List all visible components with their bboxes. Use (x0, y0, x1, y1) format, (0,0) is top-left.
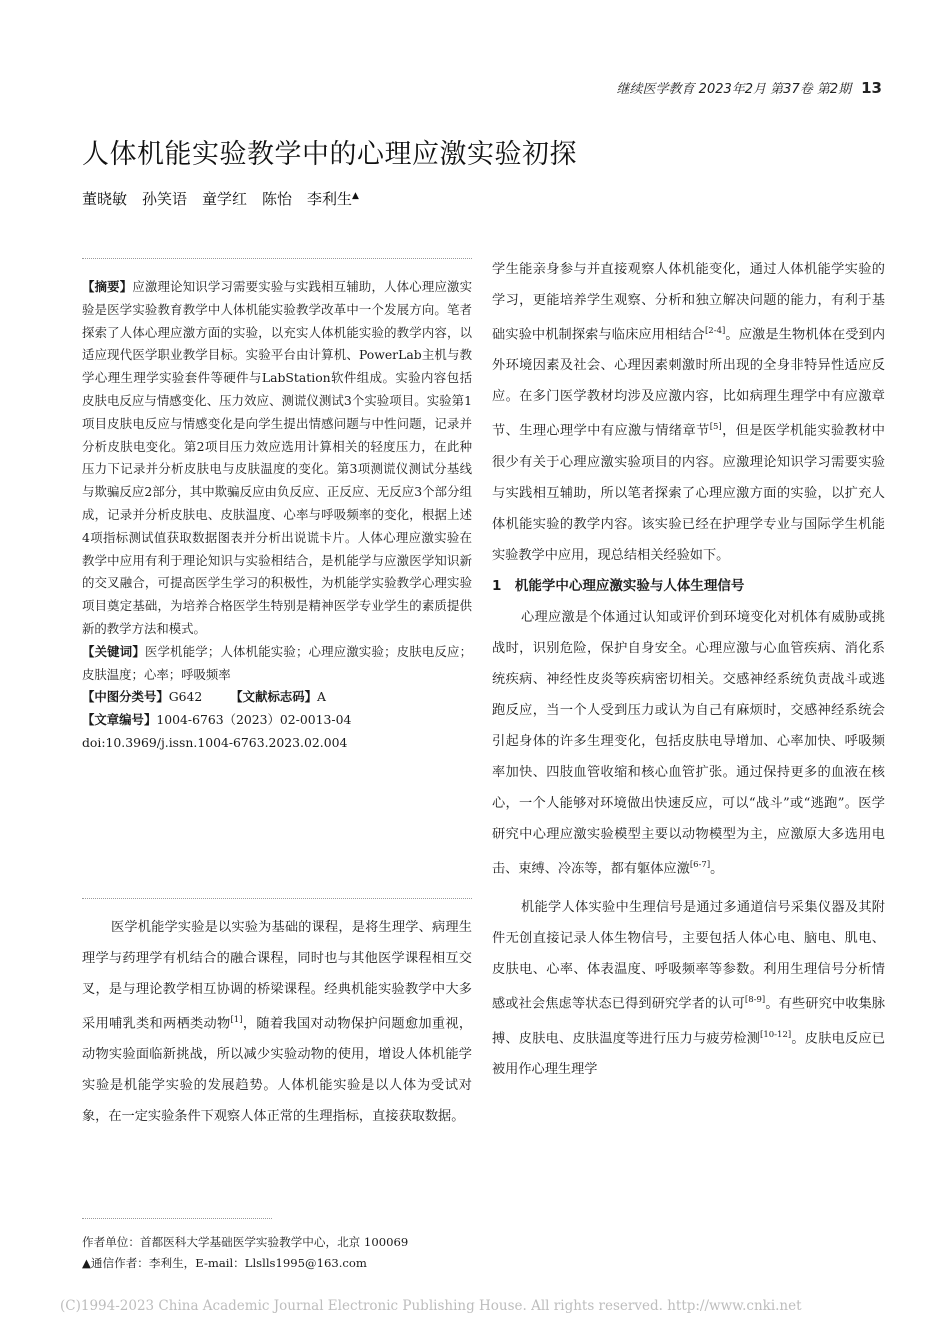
article-no-value: 1004-6763（2023）02-0013-04 (156, 712, 352, 728)
text-run: 机能学人体实验中生理信号是通过多通道信号采集仪器及其附件无创直接记录人体生物信号，主要包括人体心电、脑电、肌电、皮肤电、心率、体表温度、呼吸频率等参数。利用生理信号分析情感或社会焦虑等状态已得到研究学者的认可 (492, 900, 885, 1012)
page-number: 13 (861, 79, 882, 97)
body-paragraph (492, 892, 885, 1085)
abstract-text: 应激理论知识学习需要实验与实践相互辅助，人体心理应激实验是医学实验教育教学中人体机能实验教学改革中一个发展方向。笔者探索了人体心理应激方面的实验，以充实人体机能实验的教学内容，以适应现代医学职业教学目标。实验平台由计算机、PowerLab主机与教学心理生理学实验套件等硬件与LabStation软件组成。实验内容包括皮肤电反应与情感变化、压力效应、测谎仪测试3个实验项目。实验第1项目皮肤电反应与情感变化是向学生提出情感问题与中性问题，记录并分析皮肤电变化。第2项目压力效应选用计算相关的轻度压力，在此种压力下记录并分析皮肤电与皮肤温度的变化。第3项测谎仪测试分基线与欺骗反应2部分，其中欺骗反应由负反应、正反应、无反应3个部分组成，记录并分析皮肤电、皮肤温度、心率与呼吸频率的变化，根据上述4项指标测试值获取数据图表并分析出说谎卡片。人体心理应激实验在教学中应用有利于理论知识与实验相结合，是机能学与应激医学知识新的交叉融合，可提高医学生学习的积极性，为机能学实验教学心理实验项目奠定基础，为培养合格医学生特别是精神医学专业学生的素质提供新的教学方法和模式。 (82, 279, 473, 636)
abstract-block (82, 276, 472, 755)
running-header (617, 78, 882, 97)
text-run: 心理应激是个体通过认知或评价到环境变化对机体有威胁或挑战时，识别危险，保护自身安全。心理应激与心血管疾病、消化系统疾病、神经性皮炎等疾病密切相关。交感神经系统负责战斗或逃跑反应，当一个人受到压力或认为自己有麻烦时，交感神经系统会引起身体的许多生理变化，包括皮肤电导增加、心率加快、呼吸频率加快、四肢血管收缩和核心血管扩张。通过保持更多的血液在核心，一个人能够对环境做出快速反应，可以“战斗”或“逃跑”。医学研究中心理应激实验模型主要以动物模型为主，应激原大多选用电击、束缚、冷冻等，都有躯体应激 (492, 609, 885, 877)
footnote-block (82, 1232, 477, 1274)
text-run: 学生能亲身参与并直接观察人体机能变化，通过人体机能学实验的学习，更能培养学生观察、分析和独立解决问题的能力，有利于基础实验中机制探索与临床应用相结合 (492, 262, 885, 343)
body-paragraph (492, 254, 885, 571)
citation: [2-4] (704, 326, 726, 336)
corresponding-note: ▲通信作者：李利生，E-mail：Llslls1995@163.com (82, 1256, 367, 1270)
citation: [10-12] (760, 1029, 792, 1040)
classification-line (82, 686, 472, 709)
text-run: ，随着我国对动物保护问题愈加重视，动物实验面临新挑战，所以减少实验动物的使用，增设人体机能学实验是机能学实验的发展趋势。人体机能实验是以人体为受试对象，在一定实验条件下观察人体正常的生理指标，直接获取数据。 (82, 1016, 473, 1125)
text-run: 。 (710, 861, 724, 877)
author-list (82, 188, 359, 209)
left-body-column (82, 912, 472, 1132)
corresponding-mark: ▲ (352, 191, 359, 201)
article-number-line (82, 709, 472, 732)
body-paragraph (82, 912, 472, 1132)
abstract-paragraph (82, 276, 472, 641)
text-run: 。皮肤电反应已被用作心理生理学 (492, 1030, 886, 1077)
doc-code-label: 【文献标志码】 (230, 689, 318, 705)
clc-label: 【中图分类号】 (82, 689, 169, 705)
keywords-label: 【关键词】 (82, 643, 145, 659)
citation: [5] (709, 422, 722, 433)
body-paragraph (492, 602, 885, 884)
affiliation-note: 作者单位：首都医科大学基础医学实验教学中心，北京 100069 (82, 1235, 409, 1249)
keywords-line (82, 641, 472, 687)
journal-info: 继续医学教育 2023年2月 第37卷 第2期 (616, 82, 852, 97)
section-heading: 1 机能学中心理应激实验与人体生理信号 (492, 577, 745, 594)
text-run: 医学机能学实验是以实验为基础的课程，是将生理学、病理生理学与药理学有机结合的融合课程，同时也与其他医学课程相互交叉，是与理论教学相互协调的桥梁课程。经典机能实验教学中大多采用哺乳类和两栖类动物 (82, 920, 472, 1032)
text-run: 。有些研究中收集脉搏、皮肤电、皮肤温度等进行压力与疲劳检测 (492, 996, 886, 1046)
doc-code-value: A (317, 689, 326, 705)
abstract-label: 【摘要】 (82, 279, 133, 294)
doi-line: doi:10.3969/j.issn.1004-6763.2023.02.004 (82, 734, 348, 750)
abstract-top-rule (82, 258, 472, 259)
citation: [8-9] (744, 995, 766, 1006)
text-run: 。应激是生物机体在受到内外环境因素及社会、心理因素刺激时所出现的全身非特异性适应反应。在多门医学教材均涉及应激内容，比如病理生理学中有应激章节、生理心理学中有应激与情绪章节 (492, 327, 886, 439)
text-run: ，但是医学机能实验教材中很少有关于心理应激实验项目的内容。应激理论知识学习需要实验与实践相互辅助，所以笔者探索了心理应激方面的实验，以扩充人体机能实验的教学内容。该实验已经在护理学专业与国际学生机能实验教学中应用，现总结相关经验如下。 (492, 423, 885, 563)
authors-names: 董晓敏 孙笑语 童学红 陈怡 李利生 (82, 190, 353, 208)
citation: [1] (230, 1015, 243, 1025)
keywords-text: 医学机能学；人体机能实验；心理应激实验；皮肤电反应；皮肤温度；心率；呼吸频率 (82, 643, 473, 682)
right-body-column (492, 254, 885, 1085)
article-no-label: 【文章编号】 (82, 712, 157, 728)
clc-value: G642 (168, 689, 203, 705)
citation: [6-7] (689, 859, 711, 870)
footnote-rule (82, 1218, 272, 1219)
copyright-watermark: (C)1994-2023 China Academic Journal Electronic Publishing House. All rights reserved. http://www.cnki.net (60, 1298, 802, 1314)
abstract-bottom-rule (82, 898, 472, 899)
article-title: 人体机能实验教学中的心理应激实验初探 (82, 139, 577, 170)
